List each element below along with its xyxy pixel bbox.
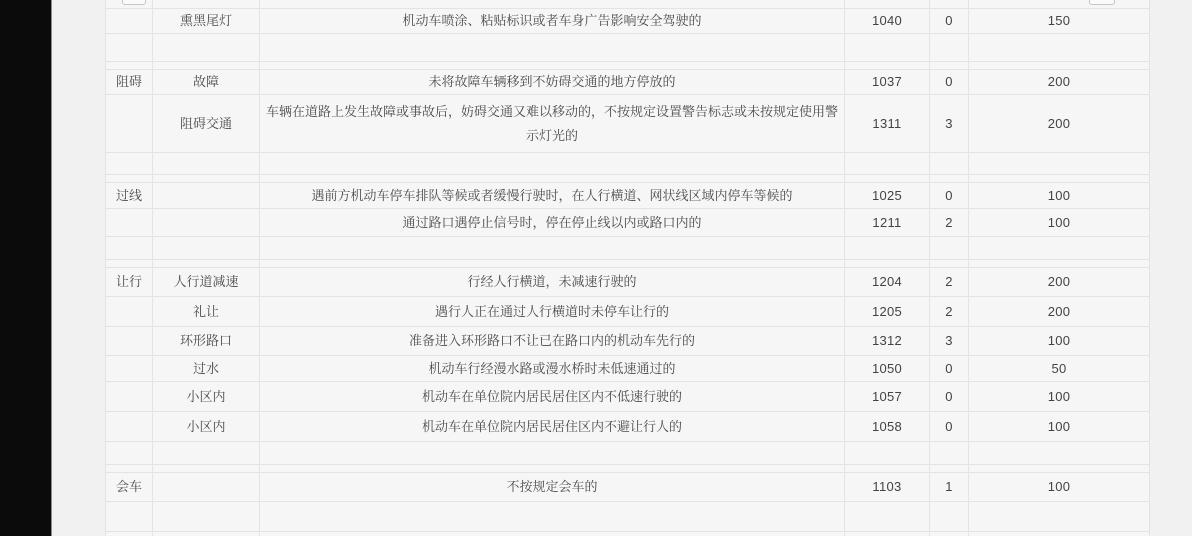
cell-subcategory[interactable]: 故障 <box>153 70 260 95</box>
cell-category[interactable] <box>105 382 153 412</box>
cell-category[interactable] <box>105 502 153 532</box>
cell-subcategory[interactable] <box>153 209 260 237</box>
cell-description[interactable] <box>260 260 845 268</box>
cell-fine[interactable] <box>969 260 1150 268</box>
cell-code[interactable]: 1037 <box>845 70 930 95</box>
cell-points[interactable]: 0 <box>930 412 969 442</box>
cell-subcategory[interactable] <box>153 473 260 502</box>
cell-subcategory[interactable] <box>153 502 260 532</box>
cell-description[interactable] <box>260 34 845 62</box>
cell-fine[interactable]: 100 <box>969 473 1150 502</box>
table-row <box>105 34 1151 62</box>
cell-subcategory[interactable] <box>153 153 260 175</box>
cell-code[interactable]: 1103 <box>845 473 930 502</box>
cell-description[interactable] <box>260 62 845 70</box>
cell-fine[interactable] <box>969 62 1150 70</box>
cell-description[interactable] <box>260 502 845 532</box>
cell-subcategory[interactable] <box>153 532 260 536</box>
cell-description[interactable]: 准备进入环形路口不让已在路口内的机动车先行的 <box>260 327 845 356</box>
cell-points[interactable] <box>930 260 969 268</box>
table-row <box>105 237 1151 260</box>
cell-category[interactable] <box>105 95 153 153</box>
cell-code[interactable] <box>845 153 930 175</box>
cell-category[interactable]: 阻碍 <box>105 70 153 95</box>
cell-subcategory[interactable] <box>153 465 260 473</box>
cell-code[interactable] <box>845 237 930 260</box>
cell-fine[interactable] <box>969 237 1150 260</box>
cell-subcategory[interactable]: 礼让 <box>153 297 260 327</box>
cell-fine[interactable] <box>969 34 1150 62</box>
table-row <box>105 412 1151 442</box>
cell-points[interactable] <box>930 153 969 175</box>
cell-fine[interactable]: 100 <box>969 412 1150 442</box>
cell-description[interactable] <box>260 175 845 183</box>
cell-subcategory[interactable]: 过水 <box>153 356 260 382</box>
cell-fine[interactable]: 200 <box>969 297 1150 327</box>
table-row <box>105 153 1151 175</box>
cell-points[interactable]: 0 <box>930 9 969 34</box>
cell-category[interactable] <box>105 412 153 442</box>
table-row <box>105 209 1151 237</box>
cell-points[interactable]: 1 <box>930 473 969 502</box>
table-row <box>105 382 1151 412</box>
cell-points[interactable]: 3 <box>930 95 969 153</box>
top-left-partial-box <box>122 0 146 5</box>
cell-category[interactable] <box>105 260 153 268</box>
cell-fine[interactable]: 100 <box>969 382 1150 412</box>
cell-code[interactable] <box>845 465 930 473</box>
cell-code[interactable] <box>845 260 930 268</box>
cell-fine[interactable] <box>969 0 1150 9</box>
cell-fine[interactable]: 100 <box>969 327 1150 356</box>
cell-subcategory[interactable] <box>153 62 260 70</box>
cell-subcategory[interactable] <box>153 442 260 465</box>
cell-code[interactable] <box>845 532 930 536</box>
cell-points[interactable] <box>930 442 969 465</box>
cell-points[interactable]: 0 <box>930 183 969 209</box>
cell-description[interactable]: 通过路口遇停止信号时，停在停止线以内或路口内的 <box>260 209 845 237</box>
table-row <box>105 95 1151 153</box>
table-row <box>105 9 1151 34</box>
cell-points[interactable] <box>930 62 969 70</box>
cell-fine[interactable] <box>969 153 1150 175</box>
table-row <box>105 70 1151 95</box>
cell-description[interactable] <box>260 237 845 260</box>
cell-category[interactable] <box>105 153 153 175</box>
table-row <box>105 532 1151 536</box>
cell-points[interactable] <box>930 502 969 532</box>
table-row <box>105 297 1151 327</box>
cell-points[interactable] <box>930 465 969 473</box>
cell-code[interactable]: 1311 <box>845 95 930 153</box>
cell-category[interactable]: 让行 <box>105 268 153 297</box>
cell-points[interactable]: 0 <box>930 70 969 95</box>
cell-subcategory[interactable]: 熏黑尾灯 <box>153 9 260 34</box>
table-row <box>105 183 1151 209</box>
cell-points[interactable] <box>930 175 969 183</box>
cell-subcategory[interactable] <box>153 183 260 209</box>
cell-category[interactable] <box>105 34 153 62</box>
cell-points[interactable]: 3 <box>930 327 969 356</box>
cell-code[interactable] <box>845 442 930 465</box>
table-row <box>105 465 1151 473</box>
cell-code[interactable]: 1050 <box>845 356 930 382</box>
top-right-partial-box <box>1089 0 1115 5</box>
violations-table <box>105 0 1151 536</box>
cell-description[interactable] <box>260 442 845 465</box>
cell-subcategory[interactable]: 小区内 <box>153 382 260 412</box>
cell-category[interactable] <box>105 356 153 382</box>
cell-category[interactable] <box>105 62 153 70</box>
table-row <box>105 356 1151 382</box>
cell-points[interactable]: 0 <box>930 356 969 382</box>
cell-points[interactable]: 2 <box>930 297 969 327</box>
cell-code[interactable]: 1204 <box>845 268 930 297</box>
cell-category[interactable]: 会车 <box>105 473 153 502</box>
cell-fine[interactable] <box>969 502 1150 532</box>
cell-category[interactable] <box>105 327 153 356</box>
cell-code[interactable]: 1057 <box>845 382 930 412</box>
cell-category[interactable] <box>105 209 153 237</box>
cell-description[interactable]: 机动车在单位院内居民居住区内不低速行驶的 <box>260 382 845 412</box>
cell-code[interactable]: 1312 <box>845 327 930 356</box>
cell-code[interactable] <box>845 0 930 9</box>
cell-description[interactable]: 车辆在道路上发生故障或事故后，妨碍交通又难以移动的，不按规定设置警告标志或未按规定使用警示灯光的 <box>260 95 845 153</box>
table-row <box>105 502 1151 532</box>
cell-fine[interactable] <box>969 442 1150 465</box>
cell-fine[interactable]: 200 <box>969 70 1150 95</box>
cell-code[interactable] <box>845 62 930 70</box>
cell-code[interactable]: 1205 <box>845 297 930 327</box>
cell-fine[interactable]: 200 <box>969 95 1150 153</box>
cell-fine[interactable] <box>969 465 1150 473</box>
cell-description[interactable]: 遇前方机动车停车排队等候或者缓慢行驶时，在人行横道、网状线区域内停车等候的 <box>260 183 845 209</box>
cell-category[interactable] <box>105 9 153 34</box>
cell-description[interactable] <box>260 465 845 473</box>
cell-description[interactable]: 机动车在单位院内居民居住区内不避让行人的 <box>260 412 845 442</box>
cell-description[interactable] <box>260 532 845 536</box>
cell-subcategory[interactable]: 人行道减速 <box>153 268 260 297</box>
cell-fine[interactable]: 100 <box>969 209 1150 237</box>
cell-fine[interactable]: 150 <box>969 9 1150 34</box>
cell-code[interactable] <box>845 502 930 532</box>
cell-fine[interactable] <box>969 532 1150 536</box>
cell-description[interactable]: 行经人行横道，未减速行驶的 <box>260 268 845 297</box>
table-row <box>105 442 1151 465</box>
cell-description[interactable]: 机动车行经漫水路或漫水桥时未低速通过的 <box>260 356 845 382</box>
cell-code[interactable] <box>845 34 930 62</box>
cell-code[interactable]: 1211 <box>845 209 930 237</box>
cell-subcategory[interactable] <box>153 175 260 183</box>
cell-points[interactable] <box>930 0 969 9</box>
cell-fine[interactable] <box>969 175 1150 183</box>
cell-subcategory[interactable] <box>153 260 260 268</box>
cell-code[interactable]: 1058 <box>845 412 930 442</box>
cell-points[interactable]: 2 <box>930 268 969 297</box>
cell-subcategory[interactable]: 环形路口 <box>153 327 260 356</box>
cell-description[interactable] <box>260 153 845 175</box>
cell-subcategory[interactable]: 小区内 <box>153 412 260 442</box>
cell-description[interactable]: 机动车喷涂、粘贴标识或者车身广告影响安全驾驶的 <box>260 9 845 34</box>
cell-category[interactable]: 过线 <box>105 183 153 209</box>
table-row <box>105 175 1151 183</box>
table-row <box>105 0 1151 9</box>
cell-description[interactable]: 未将故障车辆移到不妨碍交通的地方停放的 <box>260 70 845 95</box>
cell-points[interactable]: 0 <box>930 382 969 412</box>
table-row <box>105 62 1151 70</box>
cell-points[interactable] <box>930 532 969 536</box>
cell-subcategory[interactable] <box>153 0 260 9</box>
cell-category[interactable] <box>105 175 153 183</box>
cell-points[interactable]: 2 <box>930 209 969 237</box>
cell-description[interactable]: 遇行人正在通过人行横道时未停车让行的 <box>260 297 845 327</box>
cell-subcategory[interactable] <box>153 237 260 260</box>
table-row <box>105 260 1151 268</box>
cell-subcategory[interactable]: 阻碍交通 <box>153 95 260 153</box>
cell-code[interactable] <box>845 175 930 183</box>
left-black-letterbox <box>0 0 52 536</box>
cell-code[interactable]: 1040 <box>845 9 930 34</box>
table-row <box>105 268 1151 297</box>
cell-points[interactable] <box>930 237 969 260</box>
cell-fine[interactable]: 50 <box>969 356 1150 382</box>
cell-category[interactable] <box>105 297 153 327</box>
cell-category[interactable] <box>105 532 153 536</box>
cell-subcategory[interactable] <box>153 34 260 62</box>
cell-description[interactable]: 不按规定会车的 <box>260 473 845 502</box>
cell-fine[interactable]: 200 <box>969 268 1150 297</box>
cell-category[interactable] <box>105 442 153 465</box>
cell-code[interactable]: 1025 <box>845 183 930 209</box>
cell-fine[interactable]: 100 <box>969 183 1150 209</box>
cell-category[interactable] <box>105 465 153 473</box>
table-row <box>105 473 1151 502</box>
cell-points[interactable] <box>930 34 969 62</box>
cell-description[interactable] <box>260 0 845 9</box>
table-row <box>105 327 1151 356</box>
cell-category[interactable] <box>105 237 153 260</box>
